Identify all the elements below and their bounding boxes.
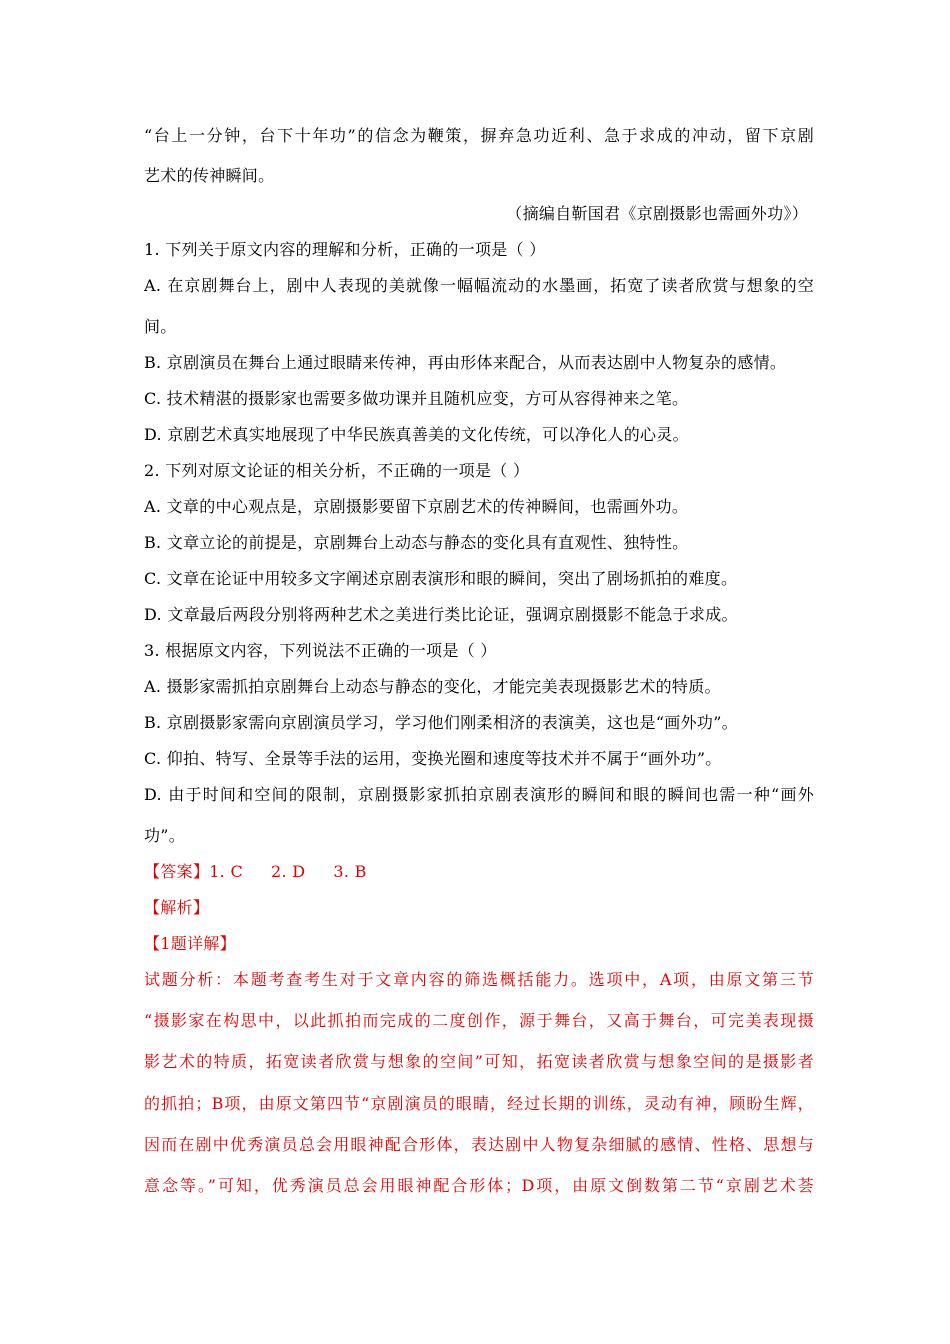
analysis-line: 的抓拍；B项，由原文第四节“京剧演员的眼睛，经过长期的训练，灵动有神，顾盼生辉， [144, 1094, 814, 1113]
question-option: C. 仰拍、特写、全景等手法的运用，变换光圈和速度等技术并不属于“画外功”。 [144, 749, 722, 768]
analysis-line: 因而在剧中优秀演员总会用眼神配合形体，表达剧中人物复杂细腻的感情、性格、思想与 [144, 1135, 814, 1154]
question-stem: 1. 下列关于原文内容的理解和分析，正确的一项是（ ） [144, 240, 546, 259]
question-stem: 3. 根据原文内容，下列说法不正确的一项是（ ） [144, 641, 497, 660]
answer-label: 【答案】 [144, 862, 210, 881]
question-option: A. 摄影家需抓拍京剧舞台上动态与静态的变化，才能完美表现摄影艺术的特质。 [144, 677, 721, 696]
question-option: A. 在京剧舞台上，剧中人表现的美就像一幅幅流动的水墨画，拓宽了读者欣赏与想象的空 [144, 276, 814, 295]
answer-line [144, 862, 814, 882]
question-option: C. 技术精湛的摄影家也需要多做功课并且随机应变，方可从容得神来之笔。 [144, 389, 689, 408]
passage-line: “台上一分钟，台下十年功”的信念为鞭策，摒弃急功近利、急于求成的冲动，留下京剧 [144, 126, 814, 145]
question-option: C. 文章在论证中用较多文字阐述京剧表演形和眼的瞬间，突出了剧场抓拍的难度。 [144, 569, 738, 588]
analysis-sub-label: 【1题详解】 [144, 934, 236, 953]
analysis-line: 意念等。”可知，优秀演员总会用眼神配合形体；D项，由原文倒数第二节“京剧艺术荟 [144, 1176, 814, 1195]
analysis-line: “摄影家在构思中，以此抓拍而完成的二度创作，源于舞台，又高于舞台，可完美表现摄 [144, 1011, 814, 1030]
analysis-line: 试题分析：本题考查考生对于文章内容的筛选概括能力。选项中，A项，由原文第三节 [144, 970, 814, 989]
analysis-line: 影艺术的特质，拓宽读者欣赏与想象的空间”可知，拓宽读者欣赏与想象空间的是摄影者 [144, 1052, 814, 1071]
question-option: D. 京剧艺术真实地展现了中华民族真善美的文化传统，可以净化人的心灵。 [144, 425, 689, 444]
question-option: 功”。 [144, 826, 186, 845]
question-option: B. 京剧演员在舞台上通过眼睛来传神，再由形体来配合，从而表达剧中人物复杂的感情。 [144, 353, 787, 372]
question-option: B. 文章立论的前提是，京剧舞台上动态与静态的变化具有直观性、独特性。 [144, 533, 689, 552]
question-option: B. 京剧摄影家需向京剧演员学习，学习他们刚柔相济的表演美，这也是“画外功”。 [144, 713, 738, 732]
answer-item: 3. B [333, 862, 367, 881]
question-option: A. 文章的中心观点是，京剧摄影要留下京剧艺术的传神瞬间，也需画外功。 [144, 497, 689, 516]
analysis-label: 【解析】 [144, 898, 210, 917]
question-option: 间。 [144, 317, 177, 336]
answer-item: 1. C [209, 862, 243, 881]
answer-item: 2. D [271, 862, 306, 881]
question-option: D. 文章最后两段分别将两种艺术之美进行类比论证，强调京剧摄影不能急于求成。 [144, 605, 738, 624]
question-option: D. 由于时间和空间的限制，京剧摄影家抓拍京剧表演形的瞬间和眼的瞬间也需一种“画外 [144, 785, 814, 804]
question-stem: 2. 下列对原文论证的相关分析，不正确的一项是（ ） [144, 461, 530, 480]
passage-source: （摘编自靳国君《京剧摄影也需画外功》） [506, 204, 808, 223]
passage-line: 艺术的传神瞬间。 [144, 166, 275, 185]
